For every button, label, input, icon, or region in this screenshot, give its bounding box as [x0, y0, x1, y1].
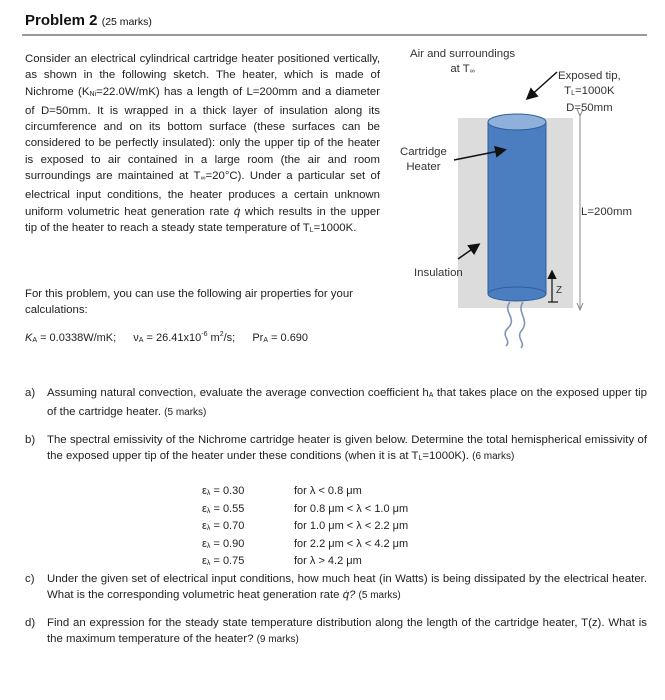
problem-description [25, 51, 380, 239]
emissivity-row: ελ = 0.30 for λ < 0.8 μm [202, 485, 362, 497]
exposed-tip [488, 114, 546, 130]
heater-cylinder [488, 122, 546, 294]
exposed-tip-label: Exposed tip, TL=1000K D=50mm [558, 70, 621, 114]
question-a: a) Assuming natural convection, evaluate the average convection coefficient hA that takes place on the exposed upper tip of the cartridge heater. (5 marks) [25, 387, 647, 419]
title-divider [22, 34, 647, 36]
problem-title-text: Problem 2 [25, 12, 98, 29]
question-d: d) Find an expression for the steady state temperature distribution along the length of the cartridge heater, T(z). What is the maximum temperature of the heater? (9 marks) [25, 616, 647, 646]
thermal-conductivity: KA = 0.0338W/mK; [25, 332, 117, 344]
description-paragraph: Consider an electrical cylindrical cartridge heater positioned vertically, as shown in the following sketch. The heater, which is made of Nichrome (KNi=22.0W/mK) has a length of L=200mm and a diameter of D=50mm. It is wrapped in a thick layer of insulation along its circumference and on its bottom surface (these surfaces can be considered to be perfectly insulated): only the upper tip of the heater is exposed to air contained in a large room (the air and room surroundings are maintained at T∞=20°C). Under a particular set of electrical input conditions, the heater produces a certain unknown uniform volumetric heat generation rate q̇ which results in the upper tip of the heater to reach a steady state temperature of TL=1000K. [25, 53, 381, 234]
air-properties [25, 331, 322, 344]
emissivity-row: ελ = 0.70 for 1.0 μm < λ < 2.2 μm [202, 520, 409, 533]
question-c: c) Under the given set of electrical input conditions, how much heat (in Watts) is being dissipated by the electrical heater. What is the corresponding volumetric heat generation rate q̇? (5 marks) [25, 573, 647, 602]
problem-title [25, 12, 152, 29]
emissivity-row: ελ = 0.75 for λ > 4.2 μm [202, 555, 362, 568]
problem-marks: (25 marks) [101, 16, 152, 28]
kinematic-viscosity: $\nu A = 26.41x10^{-6}$ $m^2/s$; [133, 331, 236, 344]
wire-left [505, 302, 511, 346]
emissivity-row: ελ = 0.90 for 2.2 μm < λ < 4.2 μm [202, 537, 409, 550]
heater-diagram [390, 40, 660, 360]
wire-right [520, 302, 525, 348]
cartridge-heater-label: Cartridge Heater [400, 146, 447, 173]
emissivity-table [202, 484, 408, 572]
z-axis-label: Z [556, 285, 563, 296]
insulation-label: Insulation [414, 267, 463, 279]
question-b: b) The spectral emissivity of the Nichrome cartridge heater is given below. Determine the total hemispherical emissivity of the exposed upper tip of the heater under these conditions (when it is at TL=1000K). (6 marks) [25, 433, 647, 462]
air-label: Air and surroundings at T∞ [410, 48, 516, 75]
length-label: L=200mm [581, 206, 632, 218]
emissivity-row: ελ = 0.55 for 0.8 μm < λ < 1.0 μm [202, 502, 409, 515]
air-properties-intro: For this problem, you can use the following air properties for your calculations: [25, 288, 353, 317]
prandtl-number: PrA = 0.690 [252, 332, 309, 344]
